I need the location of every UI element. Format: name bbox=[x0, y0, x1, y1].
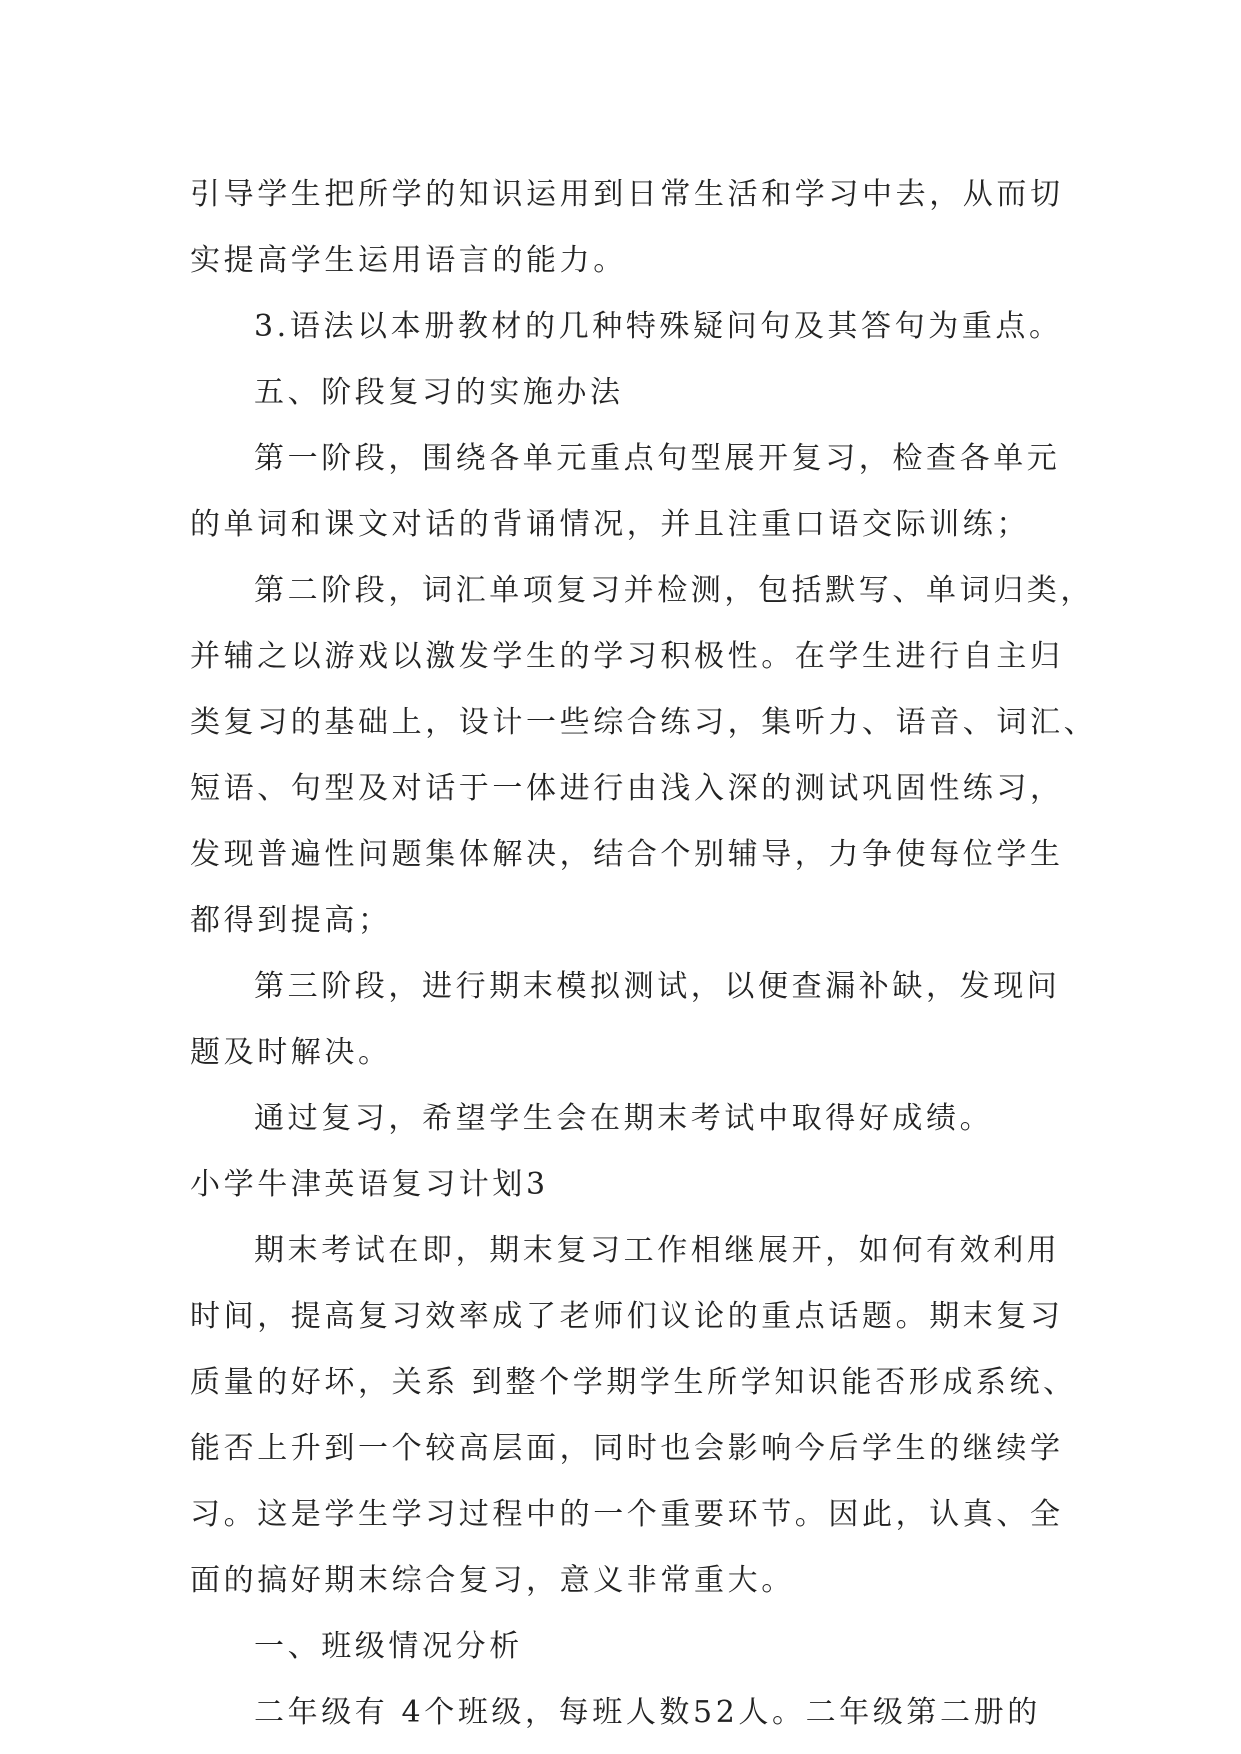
text-line: 第二阶段，词汇单项复习并检测，包括默写、单词归类， bbox=[254, 573, 1094, 608]
text-line: 第一阶段，围绕各单元重点句型展开复习，检查各单元 bbox=[254, 441, 1061, 476]
text-line: 短语、句型及对话于一体进行由浅入深的测试巩固性练习， bbox=[190, 771, 1064, 806]
text-line: 并辅之以游戏以激发学生的学习积极性。在学生进行自主归 bbox=[190, 639, 1064, 674]
text-line: 3.语法以本册教材的几种特殊疑问句及其答句为重点。 bbox=[254, 309, 1063, 344]
section-heading: 一、班级情况分析 bbox=[254, 1629, 523, 1664]
section-heading: 五、阶段复习的实施办法 bbox=[254, 375, 624, 410]
text-line: 题及时解决。 bbox=[190, 1035, 392, 1070]
text-line: 第三阶段，进行期末模拟测试，以便查漏补缺，发现问 bbox=[254, 969, 1061, 1004]
text-line: 实提高学生运用语言的能力。 bbox=[190, 243, 627, 278]
text-line: 二年级有 4个班级，每班人数52人。二年级第二册的 bbox=[254, 1695, 1041, 1730]
text-line: 习。这是学生学习过程中的一个重要环节。因此，认真、全 bbox=[190, 1497, 1064, 1532]
document-body bbox=[190, 162, 1098, 1746]
document-title: 小学牛津英语复习计划3 bbox=[190, 1167, 549, 1202]
text-line: 类复习的基础上，设计一些综合练习，集听力、语音、词汇、 bbox=[190, 705, 1098, 740]
text-line: 期末考试在即，期末复习工作相继展开，如何有效利用 bbox=[254, 1233, 1061, 1268]
text-line: 面的搞好期末综合复习，意义非常重大。 bbox=[190, 1563, 795, 1598]
text-line: 发现普遍性问题集体解决，结合个别辅导，力争使每位学生 bbox=[190, 837, 1064, 872]
text-line: 能否上升到一个较高层面，同时也会影响今后学生的继续学 bbox=[190, 1431, 1064, 1466]
text-line: 质量的好坏，关系 到整个学期学生所学知识能否形成系统、 bbox=[190, 1365, 1077, 1400]
text-line: 都得到提高； bbox=[190, 903, 392, 938]
text-line: 引导学生把所学的知识运用到日常生活和学习中去，从而切 bbox=[190, 177, 1064, 212]
text-line: 的单词和课文对话的背诵情况，并且注重口语交际训练； bbox=[190, 507, 1030, 542]
text-line: 时间，提高复习效率成了老师们议论的重点话题。期末复习 bbox=[190, 1299, 1064, 1334]
text-line: 通过复习，希望学生会在期末考试中取得好成绩。 bbox=[254, 1101, 994, 1136]
